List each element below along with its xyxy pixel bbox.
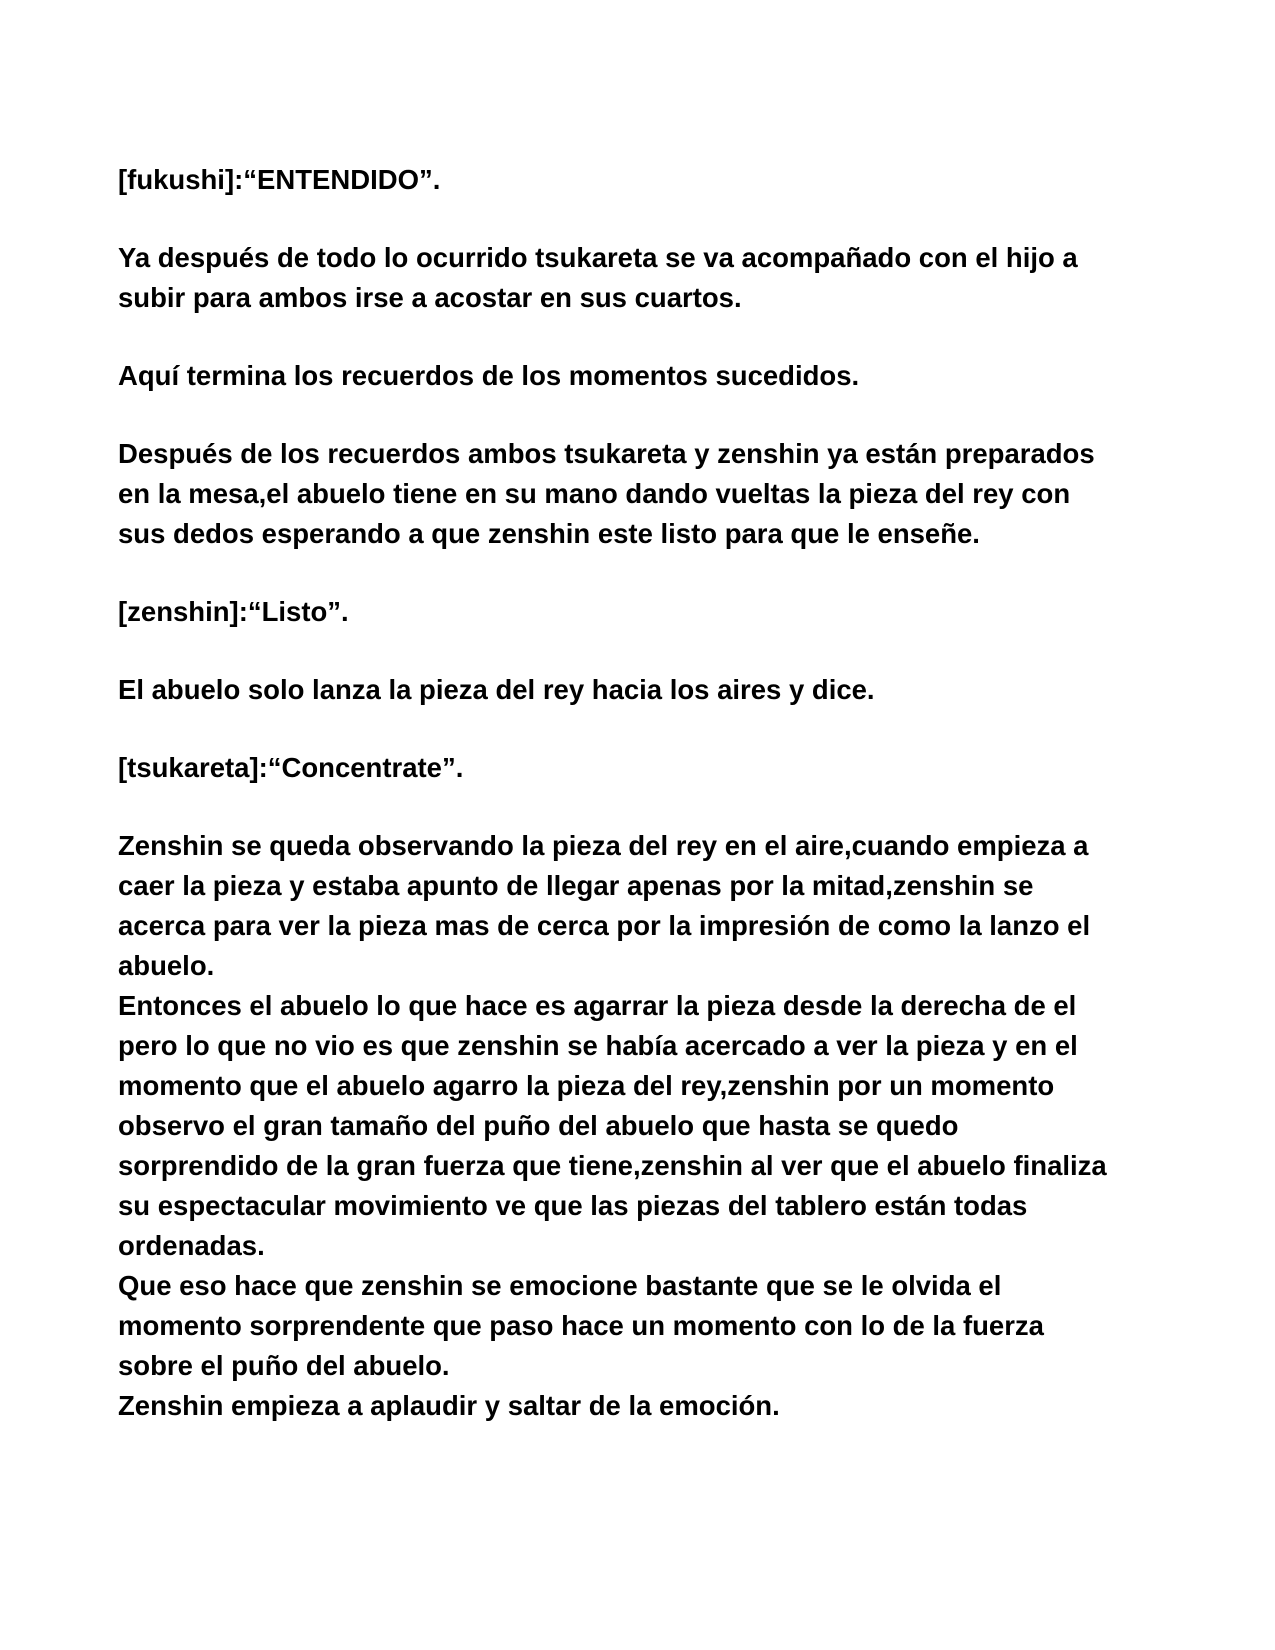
paragraph: Ya después de todo lo ocurrido tsukareta se va acompañado con el hijo a subir para ambos irse a acostar en sus cuartos. — [118, 242, 1078, 313]
paragraph: El abuelo solo lanza la pieza del rey hacia los aires y dice. — [118, 674, 875, 705]
dialogue-line-fukushi: [fukushi]:“ENTENDIDO”. — [118, 164, 441, 195]
document-body — [118, 160, 1125, 1426]
paragraph: Zenshin se queda observando la pieza del rey en el aire,cuando empieza a caer la pieza y estaba apunto de llegar apenas por la mitad,zenshin se acerca para ver la pieza mas de cerca por la impresión de como la lanzo el abuelo. — [118, 830, 1091, 981]
paragraph: Después de los recuerdos ambos tsukareta y zenshin ya están preparados en la mesa,el abuelo tiene en su mano dando vueltas la pieza del rey con sus dedos esperando a que zenshin este listo para que le enseñe. — [118, 438, 1095, 549]
paragraph: Que eso hace que zenshin se emocione bastante que se le olvida el momento sorprendente que paso hace un momento con lo de la fuerza sobre el puño del abuelo. — [118, 1270, 1044, 1381]
paragraph: Zenshin empieza a aplaudir y saltar de la emoción. — [118, 1390, 780, 1421]
dialogue-line-tsukareta: [tsukareta]:“Concentrate”. — [118, 752, 464, 783]
paragraph: Entonces el abuelo lo que hace es agarrar la pieza desde la derecha de el pero lo que no vio es que zenshin se había acercado a ver la pieza y en el momento que el abuelo agarro la pieza del rey,zenshin por un momento observo el gran tamaño del puño del abuelo que hasta se quedo sorprendido de la gran fuerza que tiene,zenshin al ver que el abuelo finaliza su espectacular movimiento ve que las piezas del tablero están todas ordenadas. — [118, 990, 1107, 1261]
dialogue-line-zenshin: [zenshin]:“Listo”. — [118, 596, 349, 627]
paragraph: Aquí termina los recuerdos de los momentos sucedidos. — [118, 360, 860, 391]
